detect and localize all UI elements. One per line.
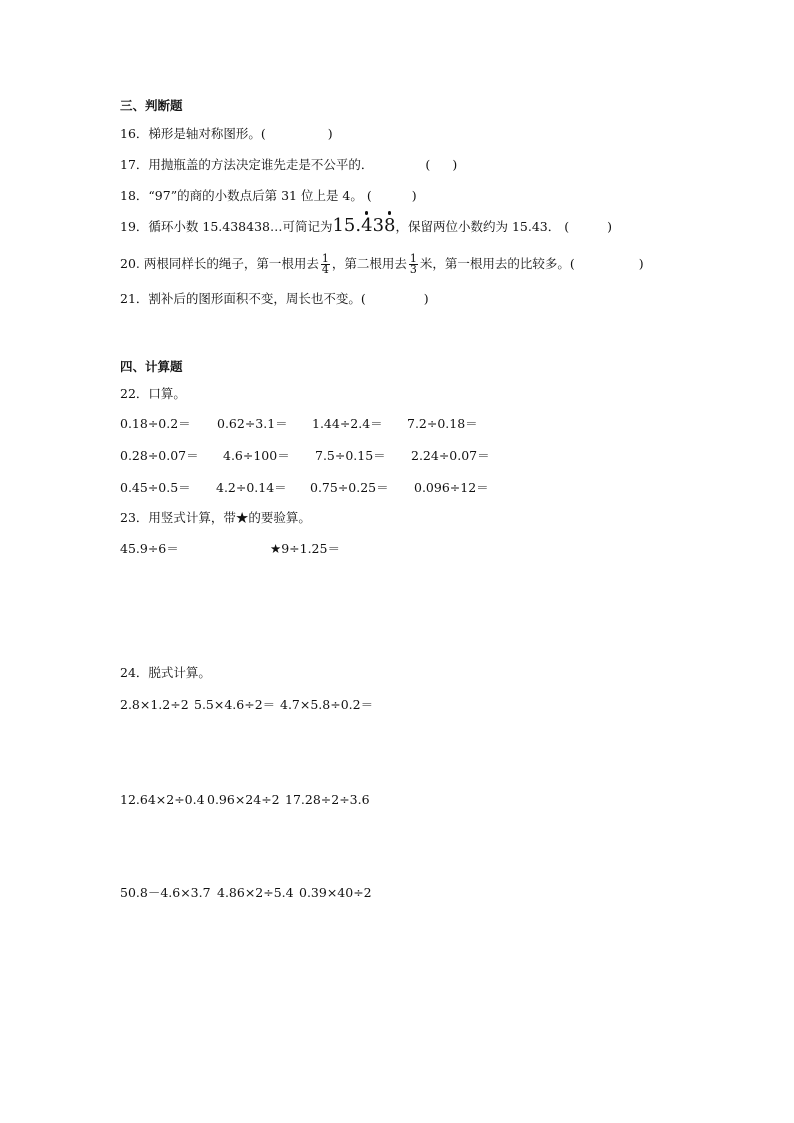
question-16-text: 16．梯形是轴对称图形。( (120, 126, 266, 141)
question-21 (120, 290, 429, 308)
oral-calc-item: 2.24÷0.07＝ (411, 448, 490, 463)
question-21-text: 21．割补后的图形面积不变，周长也不变。( (120, 291, 366, 306)
step-calc-item: 50.8－4.6×3.7 (120, 885, 211, 900)
question-19-pre: 19．循环小数 15.438438…可简记为 (120, 219, 333, 234)
step-calc-item: 4.7×5.8÷0.2＝ (280, 697, 374, 712)
fraction-one-quarter: $\frac{1}{4}$ (321, 252, 329, 276)
repeating-digit-2: 3 (372, 215, 385, 236)
question-20-post: 米，第一根用去的比较多。( (419, 256, 575, 271)
question-16 (120, 125, 333, 143)
repeating-digit-3: 8 (384, 217, 395, 235)
section-heading-judgment: 三、判断题 (120, 98, 183, 113)
question-20-mid: ，第二根用去 (331, 256, 407, 271)
repeating-decimal (332, 215, 395, 236)
question-18 (120, 187, 417, 205)
question-19-post: ，保留两位小数约为 15.43． ( (395, 219, 570, 234)
vertical-calc-item: 45.9÷6＝ (120, 541, 179, 556)
question-20-close: ) (638, 256, 644, 271)
repeating-digit-1: 4 (361, 217, 372, 235)
question-22-title: 22．口算。 (120, 386, 186, 401)
oral-calc-item: 0.28÷0.07＝ (120, 448, 199, 463)
oral-calc-item: 0.096÷12＝ (414, 480, 489, 495)
fraction-one-third: $\frac{1}{3}$ (409, 252, 417, 276)
section-heading-calculation: 四、计算题 (120, 359, 183, 374)
step-calc-item: 2.8×1.2÷2 (120, 697, 189, 712)
oral-calc-item: 7.2÷0.18＝ (407, 416, 478, 431)
step-calc-item: 12.64×2÷0.4 (120, 792, 205, 807)
question-17-open: ( (425, 157, 431, 172)
oral-calc-item: 0.18÷0.2＝ (120, 416, 191, 431)
question-20-pre: 20. 两根同样长的绳子，第一根用去 (120, 256, 319, 271)
question-18-close: ) (411, 188, 417, 203)
question-16-close: ) (327, 126, 333, 141)
step-calc-item: 5.5×4.6÷2＝ (194, 697, 276, 712)
question-24-title: 24．脱式计算。 (120, 665, 211, 680)
question-18-text: 18．“97”的商的小数点后第 31 位上是 4。 ( (120, 188, 372, 203)
oral-calc-item: 1.44÷2.4＝ (312, 416, 383, 431)
question-19 (120, 217, 612, 236)
step-calc-item: 17.28÷2÷3.6 (285, 792, 370, 807)
oral-calc-item: 0.62÷3.1＝ (217, 416, 288, 431)
repeating-decimal-int: 15. (332, 215, 362, 236)
question-21-close: ) (423, 291, 429, 306)
step-calc-item: 0.39×40÷2 (299, 885, 372, 900)
repeat-dot-start (365, 211, 369, 215)
vertical-calc-item-starred: ★9÷1.25＝ (270, 541, 340, 556)
question-17-text: 17．用抛瓶盖的方法决定谁先走是不公平的． (120, 157, 374, 172)
oral-calc-item: 4.6÷100＝ (223, 448, 290, 463)
oral-calc-item: 0.45÷0.5＝ (120, 480, 191, 495)
question-23-title: 23．用竖式计算，带★的要验算。 (120, 510, 311, 525)
step-calc-item: 0.96×24÷2 (207, 792, 280, 807)
question-19-close: ) (607, 219, 612, 234)
repeat-dot-end (388, 211, 392, 215)
oral-calc-item: 4.2÷0.14＝ (216, 480, 287, 495)
question-20 (120, 254, 644, 275)
question-17-close: ) (452, 157, 458, 172)
step-calc-item: 4.86×2÷5.4 (217, 885, 294, 900)
oral-calc-item: 7.5÷0.15＝ (315, 448, 386, 463)
question-17 (120, 156, 457, 174)
oral-calc-item: 0.75÷0.25＝ (310, 480, 389, 495)
